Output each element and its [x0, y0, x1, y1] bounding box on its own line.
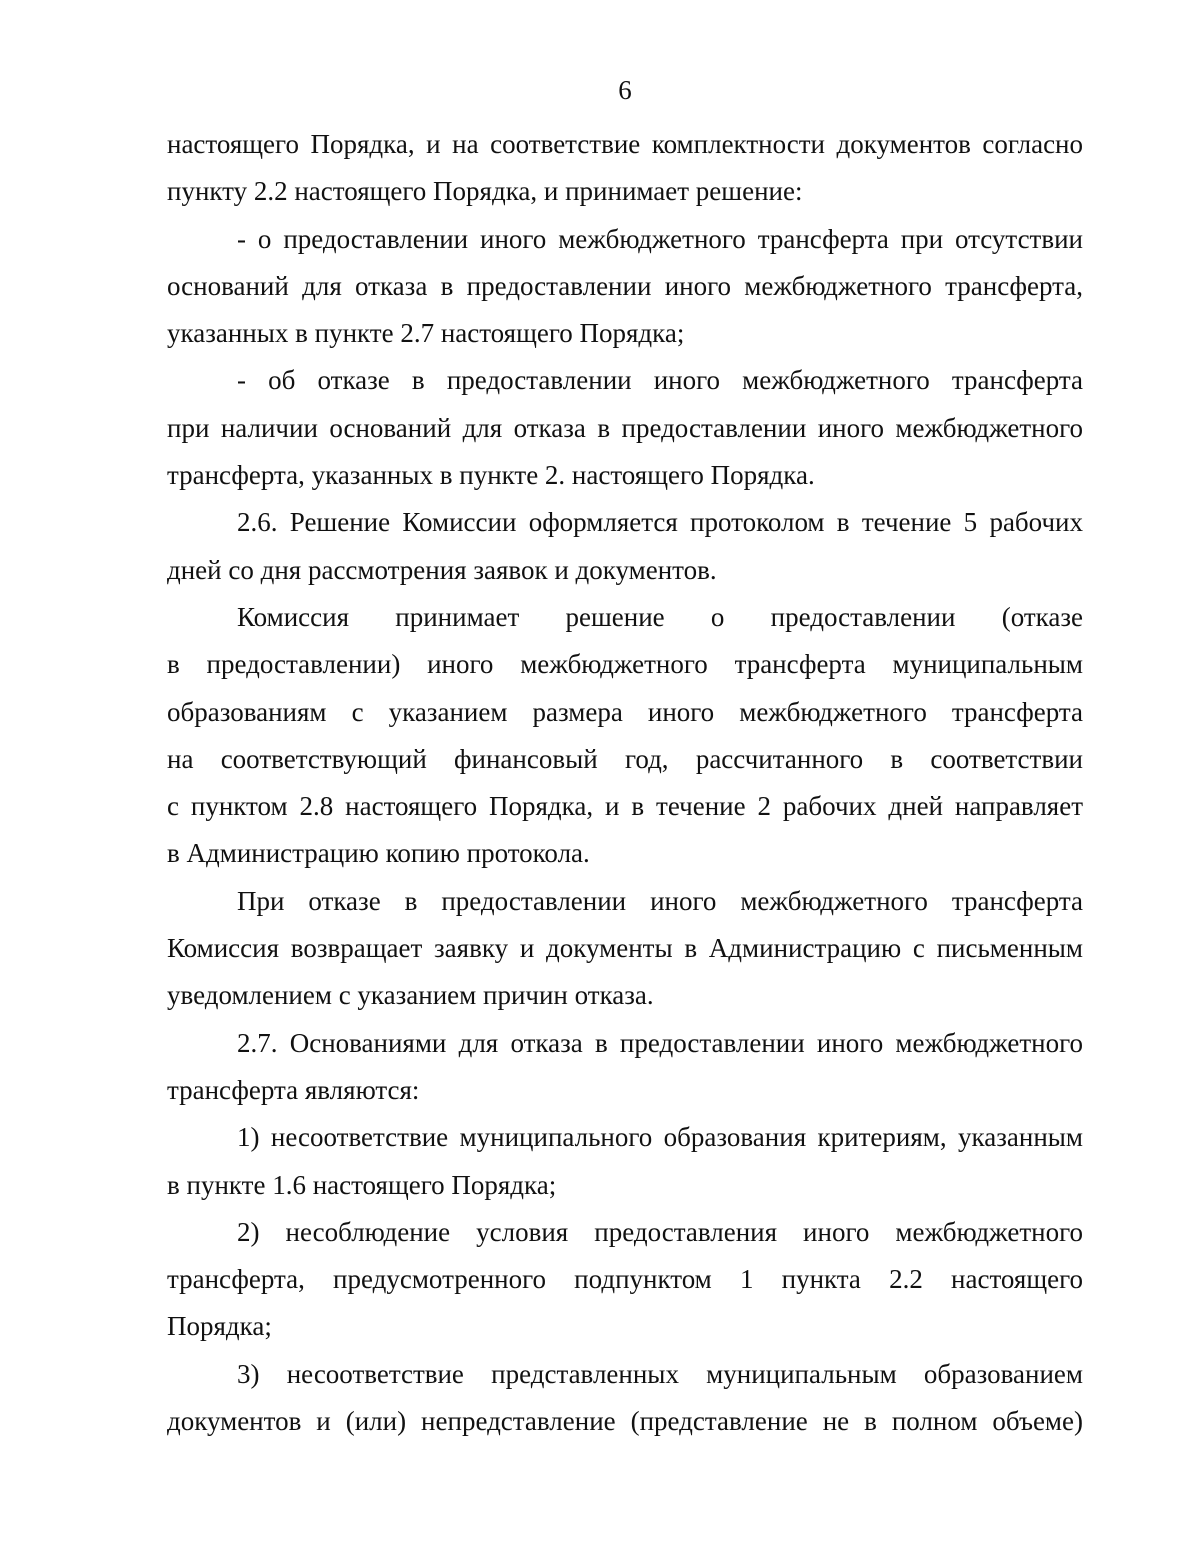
- text-line: 3) несоответствие представленных муниципальным образованием: [237, 1358, 1083, 1389]
- text-line: трансферта, указанных в пункте 2. настоящего Порядка.: [167, 460, 815, 491]
- text-line: при наличии оснований для отказа в предоставлении иного межбюджетного: [167, 412, 1083, 443]
- text-line: 1) несоответствие муниципального образования критериям, указанным: [237, 1122, 1083, 1153]
- text-line: документов и (или) непредставление (представление не в полном объеме): [167, 1406, 1083, 1437]
- text-line: с пунктом 2.8 настоящего Порядка, и в течение 2 рабочих дней направляет: [167, 791, 1083, 822]
- text-line: 2.7. Основаниями для отказа в предоставлении иного межбюджетного: [237, 1027, 1083, 1058]
- text-line: 2.6. Решение Комиссии оформляется протоколом в течение 5 рабочих: [237, 507, 1083, 538]
- text-line: Комиссия возвращает заявку и документы в Администрацию с письменным: [167, 933, 1083, 964]
- text-line: - о предоставлении иного межбюджетного трансферта при отсутствии: [237, 223, 1083, 254]
- text-line: в Администрацию копию протокола.: [167, 838, 590, 869]
- text-line: уведомлением с указанием причин отказа.: [167, 980, 654, 1011]
- paragraph: [167, 1209, 1083, 1351]
- text-line: в предоставлении) иного межбюджетного трансферта муниципальным: [167, 649, 1083, 680]
- text-line: трансферта, предусмотренного подпунктом 1 пункта 2.2 настоящего: [167, 1264, 1083, 1295]
- text-line: на соответствующий финансовый год, рассчитанного в соответствии: [167, 743, 1083, 774]
- text-line: пункту 2.2 настоящего Порядка, и принимает решение:: [167, 176, 803, 207]
- paragraph: [167, 1351, 1083, 1446]
- text-line: образованиям с указанием размера иного межбюджетного трансферта: [167, 696, 1083, 727]
- paragraph: [167, 499, 1083, 594]
- text-line: Комиссия принимает решение о предоставлении (отказе: [237, 601, 1083, 632]
- text-line: 2) несоблюдение условия предоставления иного межбюджетного: [237, 1216, 1083, 1247]
- text-line: трансферта являются:: [167, 1074, 420, 1105]
- document-body: [167, 121, 1083, 1445]
- text-line: Порядка;: [167, 1311, 272, 1342]
- text-line: - об отказе в предоставлении иного межбюджетного трансферта: [237, 365, 1083, 396]
- paragraph: [167, 1020, 1083, 1115]
- text-line: дней со дня рассмотрения заявок и документов.: [167, 554, 717, 585]
- paragraph: [167, 594, 1083, 878]
- text-line: При отказе в предоставлении иного межбюджетного трансферта: [237, 885, 1083, 916]
- paragraph: [167, 357, 1083, 499]
- page-number: 6: [618, 75, 632, 105]
- text-line: указанных в пункте 2.7 настоящего Порядка;: [167, 318, 685, 349]
- paragraph: [167, 216, 1083, 358]
- text-line: в пункте 1.6 настоящего Порядка;: [167, 1169, 557, 1200]
- text-line: оснований для отказа в предоставлении иного межбюджетного трансферта,: [167, 270, 1083, 301]
- paragraph: [167, 121, 1083, 216]
- paragraph: [167, 878, 1083, 1020]
- text-line: настоящего Порядка, и на соответствие комплектности документов согласно: [167, 129, 1083, 159]
- paragraph: [167, 1114, 1083, 1209]
